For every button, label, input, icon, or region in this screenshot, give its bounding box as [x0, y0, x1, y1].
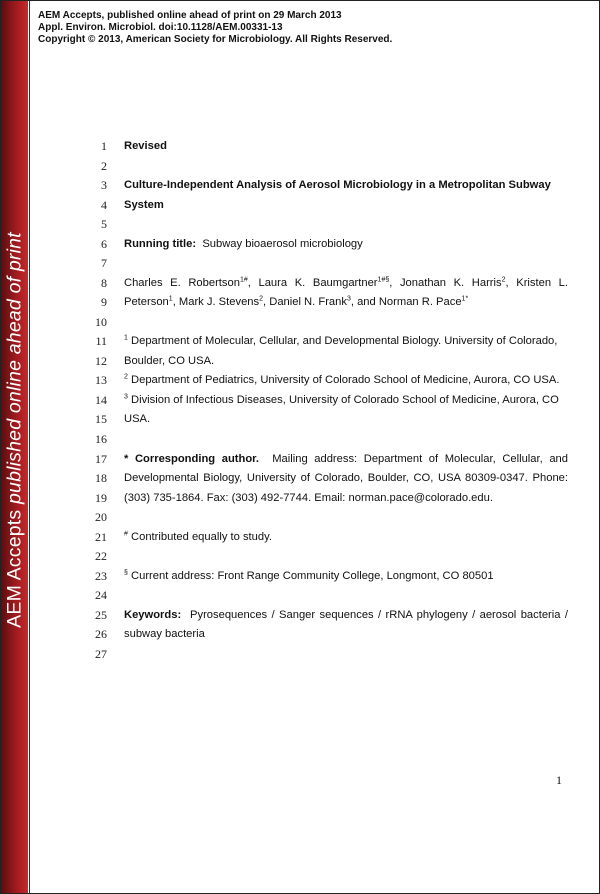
line-number: 9 — [101, 295, 107, 309]
header-line-1: AEM Accepts, published online ahead of print on 29 March 2013 — [38, 10, 342, 21]
manuscript-line — [0, 215, 600, 234]
journal-header — [38, 10, 392, 46]
author-name: Peterson — [124, 296, 169, 308]
affiliation-text: Division of Infectious Diseases, University of Colorado School of Medicine, Aurora, CO — [131, 394, 559, 406]
manuscript-line — [0, 410, 600, 429]
corresponding-line-3: (303) 735-1864. Fax: (303) 492-7744. Email: norman.pace@colorado.edu. — [124, 492, 493, 504]
corresponding-line-2: Developmental Biology, University of Colorado, Boulder, CO, USA 80309-0347. Phone: — [124, 472, 568, 484]
affiliation-text: Department of Pediatrics, University of Colorado School of Medicine, Aurora, CO USA. — [131, 374, 560, 386]
keywords-label: Keywords: — [124, 609, 182, 621]
manuscript-line — [0, 313, 600, 332]
line-number: 4 — [101, 198, 107, 212]
line-number: 23 — [95, 569, 107, 583]
author-sup: 1#§ — [377, 276, 390, 284]
line-number: 12 — [95, 354, 107, 368]
line-number: 17 — [95, 452, 107, 466]
manuscript-line — [0, 235, 600, 254]
manuscript-line — [0, 489, 600, 508]
line-number: 8 — [101, 276, 107, 290]
manuscript-line — [0, 137, 600, 156]
line-number: 24 — [95, 588, 107, 602]
affiliation-3 — [124, 391, 568, 410]
manuscript-line — [0, 450, 600, 469]
contribution-note — [124, 528, 568, 547]
keywords-text: Pyrosequences / Sanger sequences / rRNA phylogeny / aerosol bacteria / — [190, 609, 569, 621]
manuscript-line — [0, 254, 600, 273]
sidebar-text-prefix: AEM Accepts — [3, 509, 26, 628]
keywords-line-2: subway bacteria — [124, 628, 205, 640]
line-number: 7 — [101, 256, 107, 270]
corresponding-line-1 — [124, 450, 568, 469]
author-sup: 1 — [168, 295, 173, 303]
line-number: 3 — [101, 178, 107, 192]
line-number: 19 — [95, 491, 107, 505]
affiliation-1 — [124, 332, 568, 351]
article-title-line-1: Culture-Independent Analysis of Aerosol Microbiology in a Metropolitan Subway — [124, 179, 551, 191]
authors-line-1: Charles E. Robertson$^{1\#}$, Laura K. Baumgartner$^{1\#\S}$, Jonathan K. Harris$^2$, Kristen L. — [124, 276, 568, 289]
page-number: 1 — [556, 773, 562, 787]
manuscript-line — [0, 196, 600, 215]
author-sup: 2 — [259, 295, 264, 303]
sidebar-text-rest: published online ahead of print — [3, 232, 26, 510]
manuscript-line — [0, 606, 600, 625]
current-address-sup: § — [124, 569, 128, 577]
line-number: 15 — [95, 412, 107, 426]
current-address-note — [124, 567, 568, 586]
author-sup: 1# — [239, 276, 248, 284]
author-sup: 2 — [501, 276, 506, 284]
author-sup: 1* — [461, 295, 469, 303]
line-number: 25 — [95, 608, 107, 622]
line-number: 2 — [101, 159, 107, 173]
contribution-text: Contributed equally to study. — [131, 531, 272, 543]
line-number: 18 — [95, 471, 107, 485]
manuscript-line — [0, 645, 600, 664]
manuscript-line — [0, 293, 600, 312]
keywords-line-1 — [124, 606, 568, 625]
line-number: 5 — [101, 217, 107, 231]
corresponding-text: Mailing address: Department of Molecular, Cellular, and — [272, 453, 568, 465]
line-number: 14 — [95, 393, 107, 407]
author-name: Daniel N. Frank — [269, 296, 347, 308]
line-number: 27 — [95, 647, 107, 661]
affiliation-sup: 2 — [124, 373, 128, 381]
manuscript-line — [0, 371, 600, 390]
corresponding-label: * Corresponding author. — [124, 453, 260, 465]
affiliation-sup: 1 — [124, 334, 128, 342]
author-name: and Norman R. Pace — [357, 296, 462, 308]
article-title-line-2: System — [124, 199, 164, 211]
running-title-text: Subway bioaerosol microbiology — [202, 238, 363, 250]
author-sup: 3 — [346, 295, 351, 303]
affiliation-text: Department of Molecular, Cellular, and Developmental Biology. University of Colorado, — [131, 335, 558, 347]
header-line-3: Copyright © 2013, American Society for Microbiology. All Rights Reserved. — [38, 34, 393, 45]
affiliation-1-cont: Boulder, CO USA. — [124, 355, 215, 367]
author-name: Laura K. Baumgartner — [258, 277, 378, 289]
manuscript-line — [0, 508, 600, 527]
revised-label: Revised — [124, 140, 167, 152]
author-name: Kristen L. — [516, 277, 568, 289]
current-address-text: Current address: Front Range Community College, Longmont, CO 80501 — [131, 570, 494, 582]
manuscript-line — [0, 352, 600, 371]
running-title — [124, 235, 568, 254]
manuscript-line — [0, 176, 600, 195]
manuscript-line — [0, 157, 600, 176]
line-number: 13 — [95, 373, 107, 387]
running-title-label: Running title: — [124, 238, 197, 250]
manuscript-line — [0, 430, 600, 449]
manuscript-line — [0, 332, 600, 351]
line-number: 10 — [95, 315, 107, 329]
authors-line-2: Peterson$^1$, Mark J. Stevens$^2$, Daniel N. Frank$^3$, and Norman R. Pace$^{1*}$ — [124, 295, 469, 308]
author-name: Jonathan K. Harris — [399, 277, 502, 289]
affiliation-2 — [124, 371, 568, 390]
manuscript-line — [0, 586, 600, 605]
manuscript-line — [0, 625, 600, 644]
manuscript-line — [0, 547, 600, 566]
header-line-2: Appl. Environ. Microbiol. doi:10.1128/AEM.00331-13 — [38, 22, 283, 33]
affiliation-sup: 3 — [124, 393, 128, 401]
manuscript-line — [0, 528, 600, 547]
manuscript-line — [0, 469, 600, 488]
line-number: 26 — [95, 627, 107, 641]
manuscript-line — [0, 391, 600, 410]
line-number: 16 — [95, 432, 107, 446]
contribution-sup: # — [124, 530, 128, 538]
affiliation-3-cont: USA. — [124, 413, 151, 425]
line-number: 22 — [95, 549, 107, 563]
manuscript-line — [0, 567, 600, 586]
line-number: 21 — [95, 530, 107, 544]
manuscript-line — [0, 274, 600, 293]
line-number: 1 — [101, 139, 107, 153]
line-number: 11 — [95, 334, 107, 348]
line-number: 20 — [95, 510, 107, 524]
author-name: Charles E. Robertson — [124, 277, 240, 289]
line-number: 6 — [101, 237, 107, 251]
author-name: Mark J. Stevens — [178, 296, 260, 308]
